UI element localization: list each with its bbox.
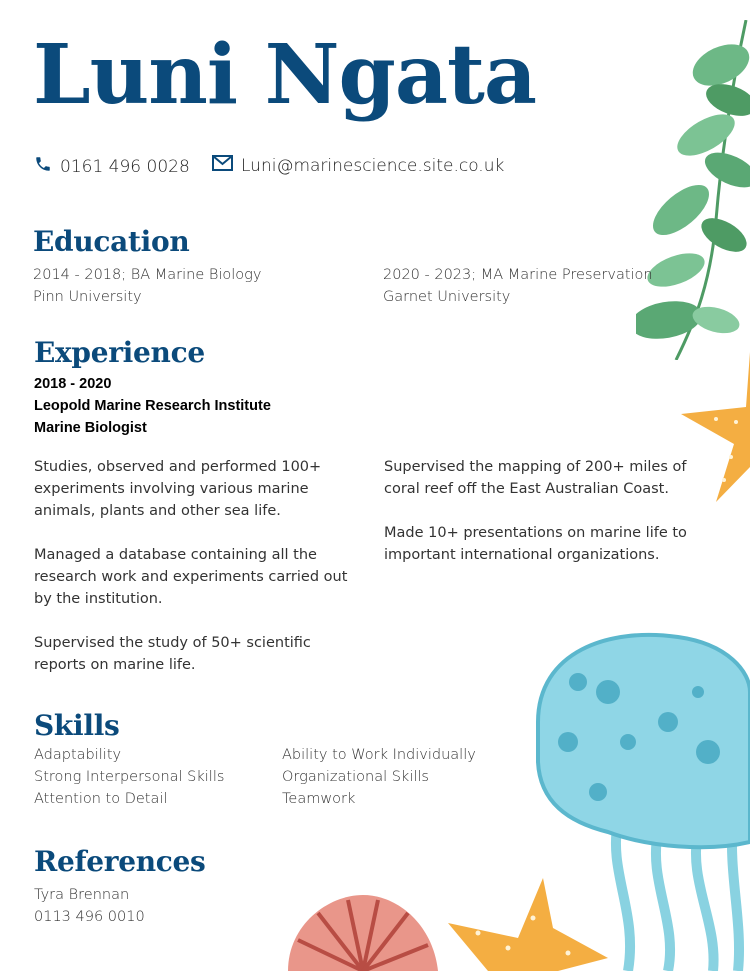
candidate-name: Luni Ngata (33, 27, 537, 123)
education-heading: Education (33, 225, 190, 258)
education-entry (383, 264, 653, 308)
seashell-illustration (278, 895, 440, 971)
education-school: Pinn University (33, 289, 142, 305)
experience-bullet: Studies, observed and performed 100+ experiments involving various marine animals, plants and other sea life. (34, 459, 322, 519)
experience-bullet: Supervised the mapping of 200+ miles of coral reef off the East Australian Coast. (384, 459, 687, 497)
seaweed-illustration (636, 20, 750, 360)
phone-icon (34, 155, 52, 179)
skill-item: Teamwork (282, 791, 356, 807)
reference-entry (34, 884, 145, 928)
reference-name: Tyra Brennan (34, 887, 130, 903)
experience-dates: 2018 - 2020 (34, 376, 112, 392)
references-heading: References (34, 845, 206, 878)
education-degree: 2014 - 2018; BA Marine Biology (33, 267, 262, 283)
skills-list-right (282, 744, 476, 810)
experience-details-right (384, 456, 704, 588)
phone-contact (34, 155, 190, 179)
experience-bullet: Managed a database containing all the research work and experiments carried out by the institution. (34, 547, 348, 607)
skill-item: Ability to Work Individually (282, 747, 476, 763)
education-entry (33, 264, 261, 308)
experience-organization: Leopold Marine Research Institute (34, 398, 271, 414)
skill-item: Attention to Detail (34, 791, 168, 807)
skills-heading: Skills (34, 709, 120, 742)
skill-item: Organizational Skills (282, 769, 429, 785)
skill-item: Adaptability (34, 747, 122, 763)
experience-role: Marine Biologist (34, 420, 147, 436)
experience-heading: Experience (34, 336, 205, 369)
reference-phone: 0113 496 0010 (34, 909, 145, 925)
skills-list-left (34, 744, 224, 810)
phone-number: 0161 496 0028 (60, 157, 190, 177)
education-degree: 2020 - 2023; MA Marine Preservation (383, 267, 653, 283)
starfish-bottom-illustration (448, 878, 614, 971)
skill-item: Strong Interpersonal Skills (34, 769, 225, 785)
experience-job-header (34, 373, 271, 439)
email-address: Luni@marinescience.site.co.uk (241, 156, 505, 176)
experience-details-left (34, 456, 364, 698)
education-school: Garnet University (383, 289, 511, 305)
email-contact (212, 155, 504, 177)
experience-bullet: Made 10+ presentations on marine life to important international organizations. (384, 525, 687, 563)
experience-bullet: Supervised the study of 50+ scientific reports on marine life. (34, 635, 311, 673)
mail-icon (212, 155, 233, 177)
